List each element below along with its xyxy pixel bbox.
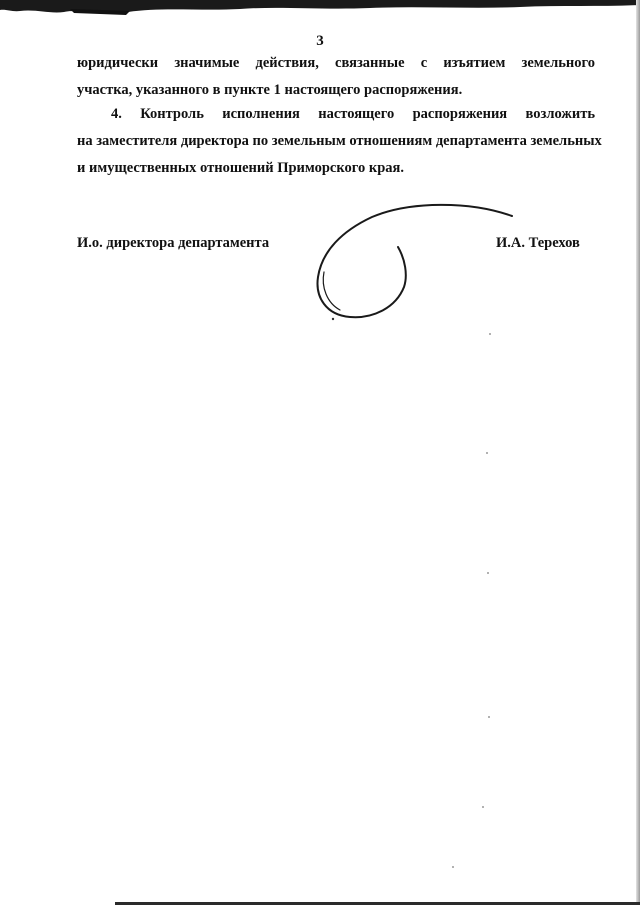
scan-speck: [488, 716, 490, 718]
text-line: 4. Контроль исполнения настоящего распоряжения возложить: [111, 106, 595, 122]
text-line: участка, указанного в пункте 1 настоящего распоряжения.: [77, 82, 463, 98]
text-line: на заместителя директора по земельным отношениям департамента земельных: [77, 133, 602, 149]
signatory-title: И.о. директора департамента: [77, 235, 270, 251]
paragraph-continued: [77, 50, 595, 104]
scan-edge-right: [636, 0, 640, 905]
scan-speck: [452, 866, 454, 868]
text-line: и имущественных отношений Приморского края.: [77, 160, 404, 176]
page-number: 3: [316, 33, 324, 49]
signatory-name: И.А. Терехов: [496, 235, 580, 251]
handwritten-signature: [300, 195, 520, 325]
scan-edge-top: [0, 0, 640, 16]
text-line: юридически значимые действия, связанные с изъятием земельного: [77, 55, 595, 71]
scan-speck: [482, 806, 484, 808]
scan-edge-bottom: [115, 899, 640, 905]
paragraph-4: [77, 101, 602, 182]
scan-speck: [489, 333, 491, 335]
scan-speck: [487, 572, 489, 574]
scan-speck: [486, 452, 488, 454]
